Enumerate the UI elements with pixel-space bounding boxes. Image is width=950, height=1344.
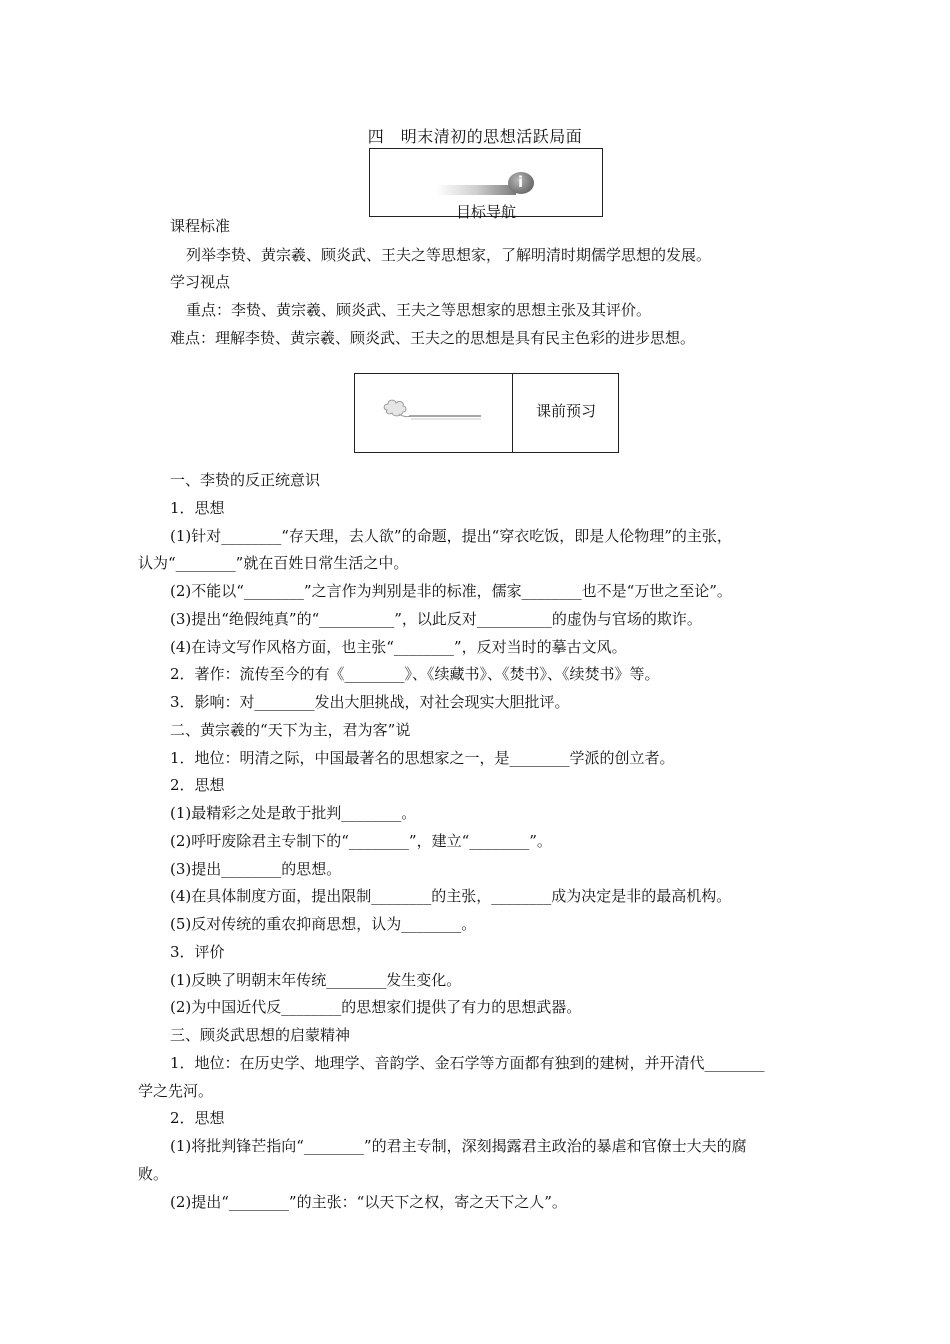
learning-viewpoint-heading: 学习视点 [170, 273, 231, 291]
question-line: 认为“________”就在百姓日常生活之中。 [138, 554, 409, 572]
question-line: 1．地位：明清之际，中国最著名的思想家之一，是________学派的创立者。 [170, 749, 675, 767]
subsection-heading: 3．评价 [170, 943, 225, 961]
question-line: 3．影响：对________发出大胆挑战，对社会现实大胆批评。 [170, 693, 570, 711]
question-line: (5)反对传统的重农抑商思想，认为________。 [170, 915, 477, 933]
question-line: 学之先河。 [138, 1082, 214, 1100]
question-line: (4)在具体制度方面，提出限制________的主张，________成为决定是非的最高机构。 [170, 887, 732, 905]
preview-label: 课前预习 [535, 402, 596, 420]
section-heading: 一、李贽的反正统意识 [170, 471, 321, 489]
question-line: (2)呼吁废除君主专制下的“________”，建立“________”。 [170, 832, 552, 850]
preview-banner [354, 373, 619, 453]
course-standard-heading: 课程标准 [170, 217, 231, 235]
question-line: (1)反映了明朝末年传统________发生变化。 [170, 971, 462, 989]
course-standard-text: 列举李贽、黄宗羲、顾炎武、王夫之等思想家，了解明清时期儒学思想的发展。 [186, 246, 712, 264]
question-line: (1)将批判锋芒指向“________”的君主专制，深刻揭露君主政治的暴虐和官僚士大夫的腐 [170, 1137, 747, 1155]
question-line: (2)为中国近代反________的思想家们提供了有力的思想武器。 [170, 998, 582, 1016]
question-line: (1)针对________“存天理，去人欲”的命题，提出“穿衣吃饭，即是人伦物理”的主张， [170, 527, 732, 545]
section-heading: 三、顾炎武思想的启蒙精神 [170, 1026, 351, 1044]
subsection-heading: 1．思想 [170, 499, 225, 517]
subsection-heading: 2．思想 [170, 776, 225, 794]
question-line: (3)提出“绝假纯真”的“__________”，以此反对__________的虚伪与官场的欺诈。 [170, 610, 702, 628]
question-line: (3)提出________的思想。 [170, 860, 342, 878]
info-icon: i [508, 172, 534, 194]
banner-gradient-bar [436, 185, 516, 195]
difficult-point-text: 难点：理解李贽、黄宗羲、顾炎武、王夫之的思想是具有民主色彩的进步思想。 [170, 329, 696, 347]
question-line: (4)在诗文写作风格方面，也主张“________”，反对当时的摹古文风。 [170, 638, 627, 656]
key-point-text: 重点：李贽、黄宗羲、顾炎武、王夫之等思想家的思想主张及其评价。 [186, 301, 652, 319]
section-heading: 二、黄宗羲的“天下为主，君为客”说 [170, 721, 411, 739]
goal-navigation-banner [369, 148, 603, 221]
lesson-title: 四 明末清初的思想活跃局面 [367, 127, 583, 146]
goal-navigation-label: 目标导航 [455, 203, 516, 221]
question-line: 1．地位：在历史学、地理学、音韵学、金石学等方面都有独到的建树，并开清代________ [170, 1054, 765, 1072]
question-line: (1)最精彩之处是敢于批判________。 [170, 804, 417, 822]
cloud-icon [381, 396, 481, 426]
question-line: (2)提出“________”的主张：“以天下之权，寄之天下之人”。 [170, 1193, 567, 1211]
question-line: 2．著作：流传至今的有《________》、《续藏书》、《焚书》、《续焚书》等。 [170, 665, 660, 683]
subsection-heading: 2．思想 [170, 1109, 225, 1127]
question-line: 败。 [138, 1165, 169, 1183]
question-line: (2)不能以“________”之言作为判别是非的标准，儒家________也不是“万世之至论”。 [170, 582, 732, 600]
